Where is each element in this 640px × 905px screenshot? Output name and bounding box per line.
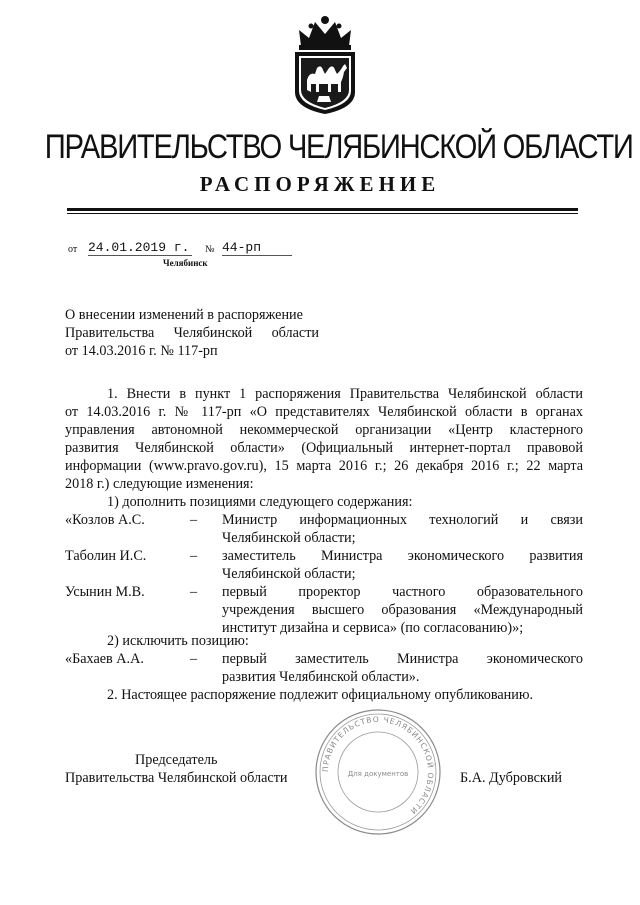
- paragraph-line: развития Челябинской области» (Официальный интернет-портал правовой: [65, 440, 583, 456]
- subject-line: от 14.03.2016 г. № 117-рп: [65, 343, 218, 359]
- position-dash: –: [190, 584, 198, 600]
- number-prefix: №: [205, 244, 215, 255]
- document-type: РАСПОРЯЖЕНИЕ: [199, 172, 441, 196]
- person-position: [222, 650, 583, 686]
- person-name: Таболин И.С.: [65, 548, 147, 564]
- paragraph-2: 2. Настоящее распоряжение подлежит официальному опубликованию.: [107, 687, 534, 703]
- position-dash: –: [190, 548, 198, 564]
- person-name: Усынин М.В.: [65, 584, 145, 600]
- signatory-title-line2: Правительства Челябинской области: [65, 770, 288, 786]
- subject-line: О внесении изменений в распоряжение: [65, 307, 303, 323]
- paragraph-line: 1. Внести в пункт 1 распоряжения Правительства Челябинской области: [107, 386, 583, 402]
- signatory-title-line1: Председатель: [135, 752, 218, 768]
- paragraph-line: информации (www.pravo.gov.ru), 15 марта 2016 г.; 26 декабря 2016 г.; 22 марта: [65, 458, 583, 474]
- person-name: «Козлов А.С.: [65, 512, 145, 528]
- position-line: Челябинской области;: [222, 566, 356, 582]
- seal-ring-text: ПРАВИТЕЛЬСТВО ЧЕЛЯБИНСКОЙ ОБЛАСТИ: [320, 714, 436, 817]
- position-line: первый проректор частного образовательного: [222, 584, 583, 600]
- position-line: заместитель Министра экономического развития: [222, 548, 583, 564]
- person-position: [222, 511, 583, 547]
- person-name: «Бахаев А.А.: [65, 651, 144, 667]
- person-position: [222, 547, 583, 583]
- header-rule-thick: [67, 208, 578, 211]
- signatory-name: Б.А. Дубровский: [460, 770, 563, 786]
- subitem-add: 1) дополнить позициями следующего содержания:: [107, 494, 413, 510]
- position-line: первый заместитель Министра экономического: [222, 651, 583, 667]
- position-line: Челябинской области;: [222, 530, 356, 546]
- coat-of-arms-emblem: [289, 12, 361, 116]
- position-line: развития Челябинской области».: [222, 669, 420, 685]
- person-position: [222, 583, 583, 637]
- paragraph-line: от 14.03.2016 г. № 117-рп «О представителях Челябинской области в органах: [65, 404, 583, 420]
- header-rule-thin: [67, 213, 578, 214]
- position-line: Министр информационных технологий и связи: [222, 512, 583, 528]
- position-line: учреждения высшего образования «Международный: [222, 602, 583, 618]
- date-prefix: от: [68, 244, 78, 255]
- city-label: Челябинск: [163, 258, 208, 268]
- seal-center-text: Для документов: [347, 770, 409, 778]
- organization-title: ПРАВИТЕЛЬСТВО ЧЕЛЯБИНСКОЙ ОБЛАСТИ: [44, 128, 633, 166]
- position-dash: –: [190, 651, 198, 667]
- paragraph-line: управления автономной некоммерческой организации «Центр кластерного: [65, 422, 583, 438]
- paragraph-1: [65, 385, 583, 493]
- paragraph-line: 2018 г.) следующие изменения:: [65, 476, 254, 492]
- subitem-remove: 2) исключить позицию:: [107, 633, 249, 649]
- position-dash: –: [190, 512, 198, 528]
- document-number: 44-рп: [222, 240, 292, 256]
- subject-block: [65, 306, 319, 360]
- document-date: 24.01.2019 г.: [88, 240, 192, 256]
- position-line: институт дизайна и сервиса» (по согласованию)»;: [222, 620, 524, 636]
- official-seal-stamp: [312, 706, 444, 838]
- subject-line: Правительства Челябинской области: [65, 325, 319, 341]
